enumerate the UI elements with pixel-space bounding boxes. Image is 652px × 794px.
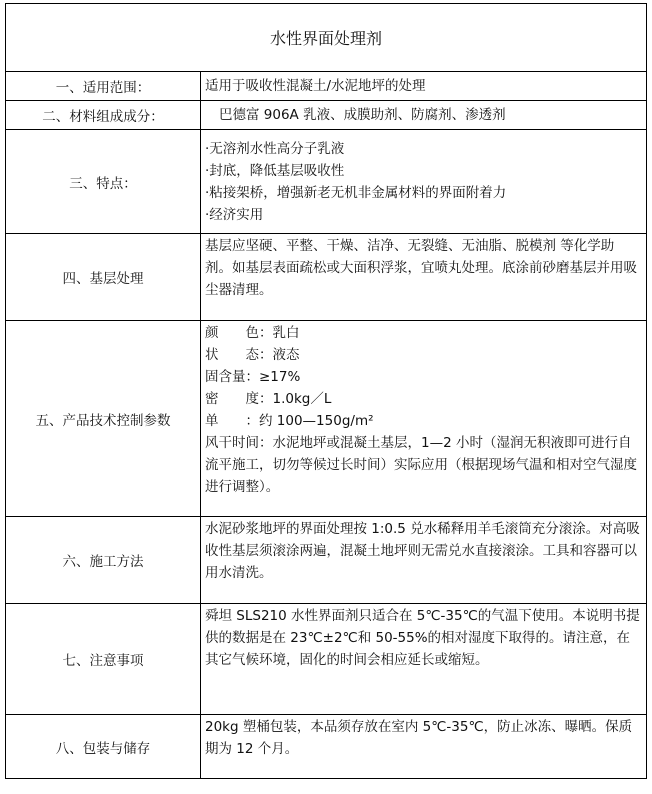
section-label: 五、产品技术控制参数 xyxy=(6,321,201,517)
table-row xyxy=(6,321,647,517)
table-row xyxy=(6,130,647,234)
table-row xyxy=(6,517,647,604)
table-row xyxy=(6,101,647,130)
section-label: 二、材料组成成分： xyxy=(6,101,201,130)
parameters-list xyxy=(201,321,647,517)
param-coverage: 单 ：约 100—150g/m² xyxy=(205,413,374,429)
section-label: 三、特点： xyxy=(6,130,201,234)
list-item: ·无溶剂水性高分子乳液 xyxy=(205,140,345,157)
param-drying-time: 风干时间：水泥地坪或混凝土基层，1—2 小时（湿润无积液即可进行自流平施工，切勿等候过长时间）实际应用（根据现场气温和相对空气湿度进行调整）。 xyxy=(205,435,637,495)
section-label: 四、基层处理 xyxy=(6,234,201,321)
section-label: 七、注意事项 xyxy=(6,604,201,715)
table-row xyxy=(6,604,647,715)
table-row xyxy=(6,234,647,321)
application-text: 水泥砂浆地坪的界面处理按 1:0.5 兑水稀释用羊毛滚筒充分滚涂。对高吸收性基层须滚涂两遍，混凝土地坪则无需兑水直接滚涂。工具和容器可以用水清洗。 xyxy=(201,517,647,604)
param-state: 状 态：液态 xyxy=(205,347,300,363)
table-row xyxy=(6,715,647,779)
list-item: ·封底，降低基层吸收性 xyxy=(205,162,345,179)
composition-text: 巴德富 906A 乳液、成膜助剂、防腐剂、渗透剂 xyxy=(201,101,647,130)
spec-table xyxy=(5,3,647,779)
substrate-text: 基层应坚硬、平整、干燥、洁净、无裂缝、无油脂、脱模剂 等化学助剂。如基层表面疏松或大面积浮浆，宜喷丸处理。底涂前砂磨基层并用吸尘器清理。 xyxy=(201,234,647,321)
document-title: 水性界面处理剂 xyxy=(6,4,647,72)
param-color: 颜 色：乳白 xyxy=(205,325,300,341)
packaging-text: 20kg 塑桶包装，本品须存放在室内 5℃-35℃，防止冰冻、曝晒。保质期为 12 个月。 xyxy=(201,715,647,779)
title-row xyxy=(6,4,647,72)
list-item: ·粘接架桥，增强新老无机非金属材料的界面附着力 xyxy=(205,184,507,201)
scope-text: 适用于吸收性混凝土/水泥地坪的处理 xyxy=(201,72,647,101)
section-label: 六、施工方法 xyxy=(6,517,201,604)
section-label: 一、适用范围： xyxy=(6,72,201,101)
table-row xyxy=(6,72,647,101)
section-label: 八、包装与储存 xyxy=(6,715,201,779)
param-solids: 固含量：≥17% xyxy=(205,369,301,385)
features-list xyxy=(201,130,647,234)
spec-sheet xyxy=(5,3,646,789)
list-item: ·经济实用 xyxy=(205,206,264,223)
param-density: 密 度：1.0kg／L xyxy=(205,391,332,407)
notes-text: 舜坦 SLS210 水性界面剂只适合在 5℃-35℃的气温下使用。本说明书提供的数据是在 23℃±2℃和 50-55%的相对湿度下取得的。请注意，在其它气候环境，固化的时间会相应延长或缩短。 xyxy=(201,604,647,715)
